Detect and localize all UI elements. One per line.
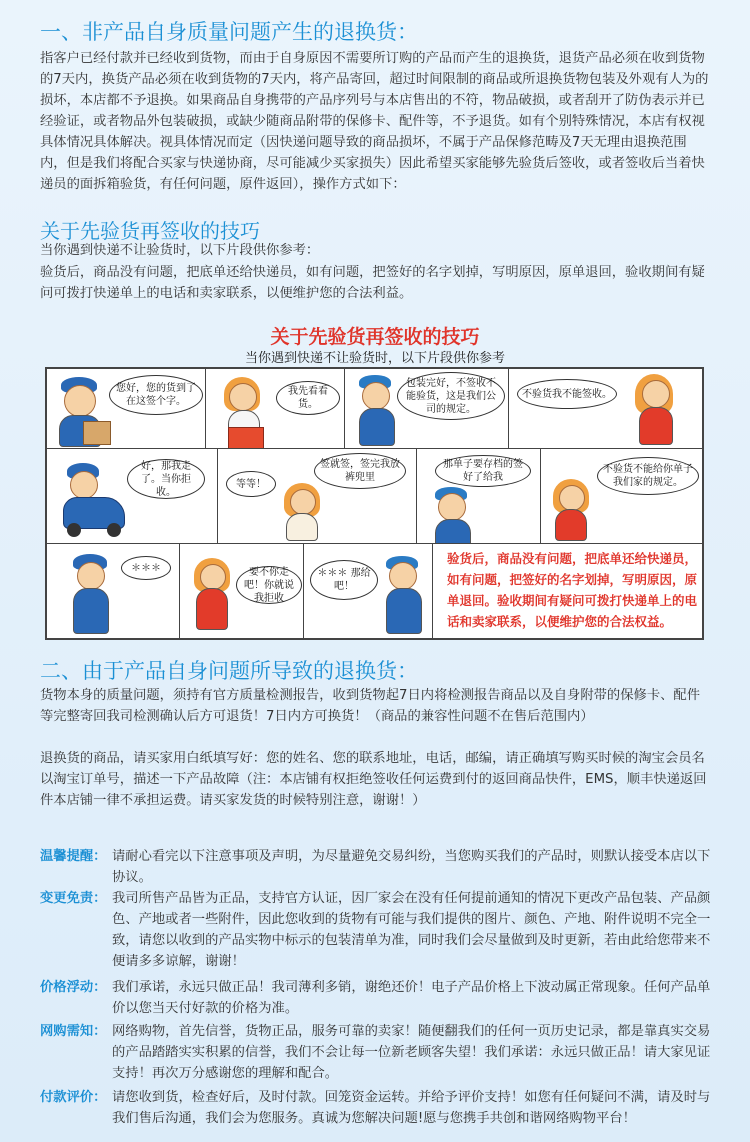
notice-label: 付款评价： xyxy=(40,1090,107,1105)
comic-summary: 验货后，商品没有问题，把底单还给快递员，如有问题，把签好的名字划掉，写明原因，原单退回。验收期间有疑问可拨打快递单上的电话和卖家联系，以便维护您的合法权益。 xyxy=(447,551,698,629)
comic-panel-10 xyxy=(179,543,304,639)
notice-shopping-notes xyxy=(40,1021,712,1084)
bubble-1: 您好，您的货到了在这签个字。 xyxy=(109,375,203,415)
comic-panel-9 xyxy=(46,543,180,639)
tips-line2: 验货后，商品没有问题，把底单还给快递员，如有问题，把签好的名字划掉，写明原因，原单退回，验收期间有疑问可拨打快递单上的电话和卖家联系，以便维护您的合法利益。 xyxy=(40,265,705,301)
notice-text: 请耐心看完以下注意事项及声明，为尽量避免交易纠纷，当您购买我们的产品时，则默认接受本店以下协议。 xyxy=(112,849,711,885)
comic-panel-7 xyxy=(416,448,541,544)
notice-payment-review xyxy=(40,1087,712,1129)
notice-text: 我司所售产品皆为正品，支持官方认证，因厂家会在没有任何提前通知的情况下更改产品包装、产品颜色、产地或者一些附件，因此您收到的货物有可能与我们提供的图片、颜色、产地、附件说明不完全一致，请您以收到的产品实物中标示的包装清单为准，同时我们会尽量做到及时更新，若由此给您带来不便请多多谅解，谢谢！ xyxy=(112,891,711,969)
notice-label: 变更免责： xyxy=(40,891,107,906)
bubble-6: 等等！ xyxy=(226,471,276,497)
comic-panel-4 xyxy=(508,368,703,449)
comic-panel-6 xyxy=(217,448,417,544)
section1-title: 一、非产品自身质量问题产生的退换货： xyxy=(40,21,418,44)
bubble-5: 好，那我走了。当你拒收。 xyxy=(127,459,205,499)
notice-text: 我们承诺，永远只做正品！我司薄利多销，谢绝还价！电子产品价格上下波动属正常现象。任何产品单价以您当天付好款的价格为准。 xyxy=(112,980,711,1016)
bubble-10: ＊＊＊ xyxy=(121,556,171,580)
bubble-2: 我先看看货。 xyxy=(276,381,340,415)
section1-body: 指客户已经付款并已经收到货物，而由于自身原因不需要所订购的产品而产生的退换货，退货产品必须在收到货物的7天内，换货产品必须在收到货物的7天内，将产品寄回，超过时间限制的商品或所退换货物包装及外观有人为的损坏，本店都不予退换。如果商品自身携带的产品序列号与本店售出的不符，物品破损，或者刮开了防伪表示并已经验证，或者物品外包装破损，或缺少随商品附带的保修卡、配件等，不予退货。如有个别特殊情况，本店有权视具体情况具体解决。视具体情况而定（因快递问题导致的商品损坏，不属于产品保修范畴及7天无理由退换范围内，但是我们将配合买家与快递协商，尽可能减少买家损失）因此希望买家能够先验货后签收，或者签收后当着快递员的面拆箱验货，有任何问题，原件返回），操作方式如下： xyxy=(40,51,709,192)
notice-text: 请您收到货，检查好后，及时付款。回笼资金运转。并给予评价支持！如您有任何疑问不满，请及时与我们售后沟通，我们会为您服务。真诚为您解决问题!愿与您携手共创和谐网络购物平台！ xyxy=(112,1090,711,1126)
bubble-11: 要不你走吧！你就说我拒收 xyxy=(236,566,302,604)
comic-panel-1 xyxy=(46,368,206,449)
notice-price-fluctuation xyxy=(40,977,712,1019)
notice-label: 网购需知： xyxy=(40,1024,107,1039)
section2-p2: 退换货的商品，请买家用白纸填写好：您的姓名、您的联系地址，电话，邮编，请正确填写购买时候的淘宝会员名以淘宝订单号，描述一下产品故障（注：本店铺有权拒绝签收任何运费到付的返回商品快件，EMS，顺丰快递返回件本店铺一律不承担运费。请买家发货的时候特别注意，谢谢！） xyxy=(40,751,707,808)
comic-panel-8 xyxy=(540,448,703,544)
comic-subtitle: 当你遇到快递不让验货时，以下片段供你参考 xyxy=(244,351,505,366)
comic-title: 关于先验货再签收的技巧 xyxy=(270,326,480,348)
comic-panel-11 xyxy=(303,543,433,639)
bubble-12: ＊＊＊ 那给吧！ xyxy=(310,560,378,600)
notice-change-disclaimer xyxy=(40,888,712,972)
notice-label: 温馨提醒： xyxy=(40,849,107,864)
section2-title: 二、由于产品自身问题所导致的退换货： xyxy=(40,660,418,683)
comic-panel-5 xyxy=(46,448,218,544)
bubble-7: 签就签，签完我放裤兜里 xyxy=(314,453,406,489)
bubble-3: 包装完好，不签收不能验货，这是我们公司的规定。 xyxy=(397,372,505,420)
notice-text: 网络购物，首先信誉，货物正品，服务可靠的卖家！随便翻我们的任何一页历史记录，都是靠真实交易的产品踏踏实实积累的信誉，我们不会让每一位新老顾客失望！我们承诺：永远只做正品！请大家见证支持！再次万分感谢您的理解和配合。 xyxy=(112,1024,711,1081)
bubble-4: 不验货我不能签收。 xyxy=(517,379,617,409)
section2-p1: 货物本身的质量问题，须持有官方质量检测报告，收到货物起7日内将检测报告商品以及自身附带的保修卡、配件等完整寄回我司检测确认后方可退货！7日内方可换货！（商品的兼容性问题不在售后范围内） xyxy=(40,688,701,724)
notice-warm-reminder xyxy=(40,846,712,888)
notice-label: 价格浮动： xyxy=(40,980,107,995)
comic-panel-3 xyxy=(344,368,509,449)
comic-strip xyxy=(45,367,704,640)
bubble-8: 那单子要存档的签好了给我 xyxy=(435,455,531,487)
comic-summary-panel xyxy=(432,543,703,639)
bubble-9: 不验货不能给你单子我们家的规定。 xyxy=(597,457,699,495)
tips-line1: 当你遇到快递不让验货时，以下片段供你参考： xyxy=(40,243,320,258)
comic-panel-2 xyxy=(205,368,345,449)
tips-title: 关于先验货再签收的技巧 xyxy=(40,219,260,243)
